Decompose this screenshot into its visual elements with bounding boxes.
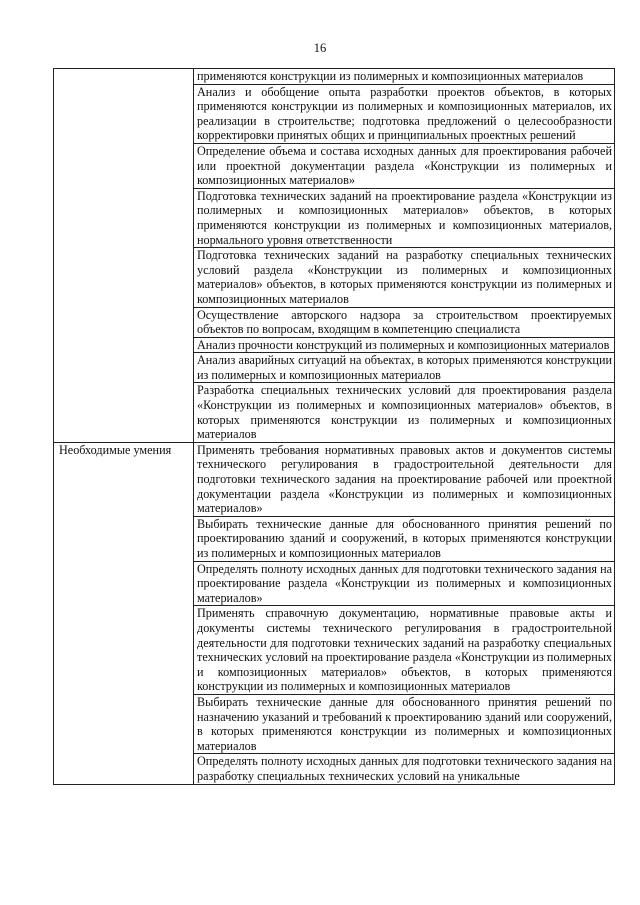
table-cell: Выбирать технические данные для обоснованного принятия решений по назначению указаний и требований к проектированию зданий или сооружений, в которых применяются конструкции из полимерных и композиционных материалов <box>194 694 615 753</box>
requirements-table <box>53 68 615 785</box>
table-cell: Анализ аварийных ситуаций на объектах, в которых применяются конструкции из полимерных и композиционных материалов <box>194 353 615 383</box>
table-cell: Анализ и обобщение опыта разработки проектов объектов, в которых применяются конструкции из полимерных и композиционных материалов, их реализации в строительстве; подготовка предложений о целесообразности корректировки принятых общих и принципиальных проектных решений <box>194 84 615 143</box>
row-label-cell <box>54 69 194 443</box>
table-cell: применяются конструкции из полимерных и композиционных материалов <box>194 69 615 85</box>
table-row <box>54 442 615 516</box>
section-label-required-skills: Необходимые умения <box>54 442 194 784</box>
table-cell: Применять требования нормативных правовых актов и документов системы технического регулирования в градостроительной деятельности для подготовки технического задания на проектирование рабочей или проектной документации раздела «Конструкции из полимерных и композиционных материалов» <box>194 442 615 516</box>
table-cell: Выбирать технические данные для обоснованного принятия решений по проектированию зданий и сооружений, в которых применяются конструкции из полимерных и композиционных материалов <box>194 516 615 561</box>
table-cell: Подготовка технических заданий на проектирование раздела «Конструкции из полимерных и композиционных материалов» объектов, в которых применяются конструкции из полимерных и композиционных материалов, нормального уровня ответственности <box>194 188 615 247</box>
table-cell: Осуществление авторского надзора за строительством проектируемых объектов по вопросам, входящим в компетенцию специалиста <box>194 307 615 337</box>
table-cell: Анализ прочности конструкций из полимерных и композиционных материалов <box>194 337 615 353</box>
table-cell: Разработка специальных технических условий для проектирования раздела «Конструкции из полимерных и композиционных материалов» объектов, в которых применяются конструкции из полимерных и композиционных материалов <box>194 383 615 442</box>
table-cell: Определять полноту исходных данных для подготовки технического задания на разработку специальных технических условий на уникальные <box>194 754 615 784</box>
table-cell: Подготовка технических заданий на разработку специальных технических условий раздела «Конструкции из полимерных и композиционных материалов» объектов, в которых применяются конструкции из полимерных и композиционных материалов <box>194 248 615 307</box>
table-row <box>54 69 615 85</box>
table-cell: Применять справочную документацию, нормативные правовые акты и документы системы технического регулирования в градостроительной деятельности для подготовки технических заданий на разработку специальных технических условий на проектирование раздела «Конструкции из полимерных и композиционных материалов» объектов, в которых применяются конструкции из полимерных и композиционных материалов <box>194 606 615 695</box>
table-cell: Определение объема и состава исходных данных для проектирования рабочей или проектной документации раздела «Конструкции из полимерных и композиционных материалов» <box>194 143 615 188</box>
table-cell: Определять полноту исходных данных для подготовки технического задания на проектирование раздела «Конструкции из полимерных и композиционных материалов» <box>194 561 615 606</box>
page-number: 16 <box>313 41 327 55</box>
